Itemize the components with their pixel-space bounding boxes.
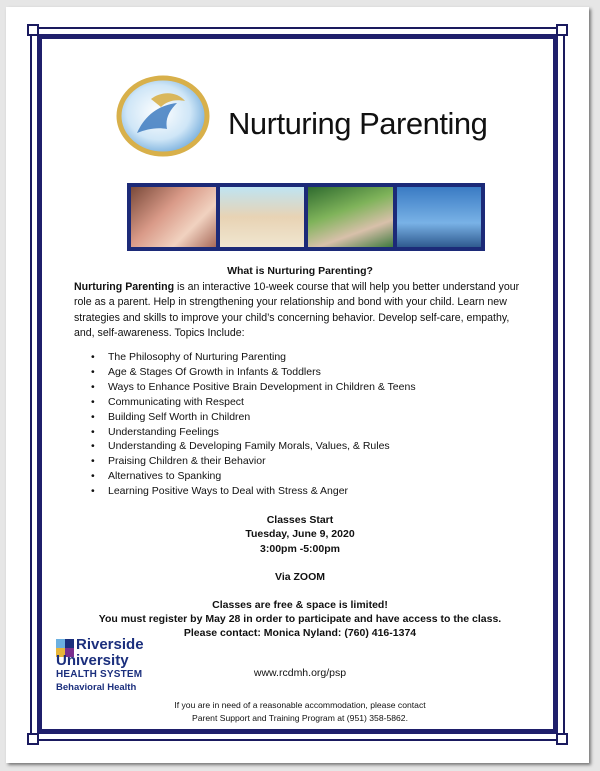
classes-venue: Via ZOOM [275,571,325,583]
border-corner [27,733,39,745]
photo-mother-and-daughter [308,187,393,247]
list-item: • Understanding Feelings [91,425,416,440]
list-item: • Building Self Worth in Children [91,410,416,425]
riverside-university-logo [56,638,148,694]
classes-time: 3:00pm -5:00pm [260,543,340,555]
list-item: • Communicating with Respect [91,395,416,410]
border-corner [556,24,568,36]
list-item: • Praising Children & their Behavior [91,454,416,469]
footer-line: If you are in need of a reasonable accommodation, please contact [174,700,426,710]
intro-text: is an interactive 10-week course that will help you better understand your role as a parent. Help in strengthening your relationship and bond with your child. Learn new strategies and skills to improve your child’s concerning behavior. Develop self-care, empathy, and, self-awareness. Topics Include: [74,281,520,339]
classes-date: Tuesday, June 9, 2020 [245,528,355,540]
photo-strip [127,183,485,251]
page-title: Nurturing Parenting [228,106,488,141]
photo-mother-and-children [131,187,216,247]
logo-text-health-system: HEALTH SYSTEM [56,669,143,680]
photo-family-beach [220,187,305,247]
logo-text-behavioral-health: Behavioral Health [56,682,137,693]
logo-text-riverside: Riverside [76,636,144,653]
notice-contact: Please contact: Monica Nyland: (760) 416-1374 [183,627,417,639]
footer-line: Parent Support and Training Program at (951) 358-5862. [192,713,408,723]
website-link[interactable]: www.rcdmh.org/psp [253,667,347,679]
list-item: • Age & Stages Of Growth in Infants & Toddlers [91,365,416,380]
list-item: • Understanding & Developing Family Morals, Values, & Rules [91,439,416,454]
list-item: • Alternatives to Spanking [91,469,416,484]
nurturing-logo-icon [115,75,211,157]
list-item: • Ways to Enhance Positive Brain Development in Children & Teens [91,380,416,395]
border-corner [27,24,39,36]
logo-text-university: University [56,652,129,669]
section-heading: What is Nurturing Parenting? [227,265,373,277]
photo-jumping-child [397,187,482,247]
notice-register: You must register by May 28 in order to participate and have access to the class. [98,613,502,625]
intro-lead: Nurturing Parenting [74,281,175,293]
footer-note [0,699,600,725]
notice-free: Classes are free & space is limited! [212,599,388,611]
border-corner [556,733,568,745]
topics-list [91,350,416,499]
list-item: • The Philosophy of Nurturing Parenting [91,350,416,365]
intro-paragraph [74,280,529,341]
list-item: • Learning Positive Ways to Deal with Stress & Anger [91,484,416,499]
classes-heading: Classes Start [266,514,334,526]
